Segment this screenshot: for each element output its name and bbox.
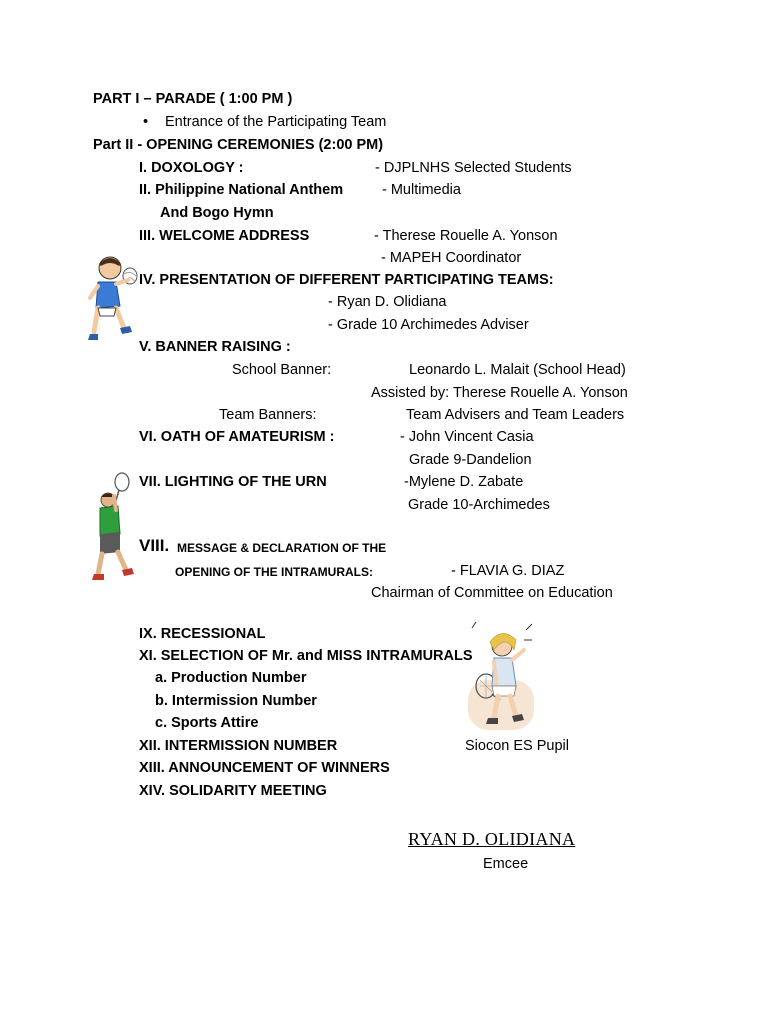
recessional-label: IX. RECESSIONAL — [139, 626, 266, 642]
message-numeral: VIII. — [139, 536, 170, 555]
volleyball-player-icon — [86, 254, 138, 346]
signature-role: Emcee — [483, 856, 529, 872]
solidarity-label: XIV. SOLIDARITY MEETING — [139, 783, 327, 799]
message-value: - FLAVIA G. DIAZ — [451, 563, 565, 579]
selection-sub-b: b. Intermission Number — [155, 693, 317, 709]
selection-label: XI. SELECTION OF Mr. and MISS INTRAMURALS — [139, 648, 473, 664]
presentation-value-2: - Grade 10 Archimedes Adviser — [328, 317, 529, 333]
welcome-label: III. WELCOME ADDRESS — [139, 228, 310, 244]
badminton-player-icon — [92, 470, 138, 584]
oath-value-2: Grade 9-Dandelion — [409, 452, 532, 468]
message-label: MESSAGE & DECLARATION OF THE — [177, 541, 387, 555]
selection-sub-c: c. Sports Attire — [155, 715, 259, 731]
anthem-value: - Multimedia — [382, 182, 461, 198]
school-banner-label: School Banner: — [232, 362, 332, 378]
team-banner-label: Team Banners: — [219, 407, 317, 423]
selection-sub-a: a. Production Number — [155, 670, 307, 686]
part1-bullet: Entrance of the Participating Team — [165, 114, 387, 130]
intermission-value: Siocon ES Pupil — [465, 738, 569, 754]
doxology-value: - DJPLNHS Selected Students — [375, 160, 572, 176]
team-banner-value: Team Advisers and Team Leaders — [406, 407, 625, 423]
welcome-value: - Therese Rouelle A. Yonson — [374, 228, 558, 244]
part1-heading: PART I – PARADE ( 1:00 PM ) — [93, 91, 293, 107]
presentation-label: IV. PRESENTATION OF DIFFERENT PARTICIPATING TEAMS: — [139, 272, 554, 288]
anthem-label-2: And Bogo Hymn — [160, 205, 274, 221]
intermission-label: XII. INTERMISSION NUMBER — [139, 738, 338, 754]
welcome-value-2: - MAPEH Coordinator — [381, 250, 522, 266]
message-value-2: Chairman of Committee on Education — [371, 585, 613, 601]
urn-label: VII. LIGHTING OF THE URN — [139, 474, 327, 490]
message-label-2: OPENING OF THE INTRAMURALS: — [175, 565, 373, 579]
school-banner-value: Leonardo L. Malait (School Head) — [409, 362, 626, 378]
banner-label: V. BANNER RAISING : — [139, 339, 291, 355]
urn-value: -Mylene D. Zabate — [404, 474, 524, 490]
signature-name: RYAN D. OLIDIANA — [408, 829, 576, 849]
assisted-by: Assisted by: Therese Rouelle A. Yonson — [371, 385, 628, 401]
oath-value: - John Vincent Casia — [400, 429, 534, 445]
doxology-label: I. DOXOLOGY : — [139, 160, 244, 176]
tennis-player-icon — [466, 620, 536, 732]
part2-heading: Part II - OPENING CEREMONIES (2:00 PM) — [93, 137, 384, 153]
presentation-value: - Ryan D. Olidiana — [328, 294, 447, 310]
bullet-marker: • — [143, 114, 149, 130]
oath-label: VI. OATH OF AMATEURISM : — [139, 429, 335, 445]
anthem-label: II. Philippine National Anthem — [139, 182, 344, 198]
winners-label: XIII. ANNOUNCEMENT OF WINNERS — [139, 760, 390, 776]
urn-value-2: Grade 10-Archimedes — [408, 497, 550, 513]
